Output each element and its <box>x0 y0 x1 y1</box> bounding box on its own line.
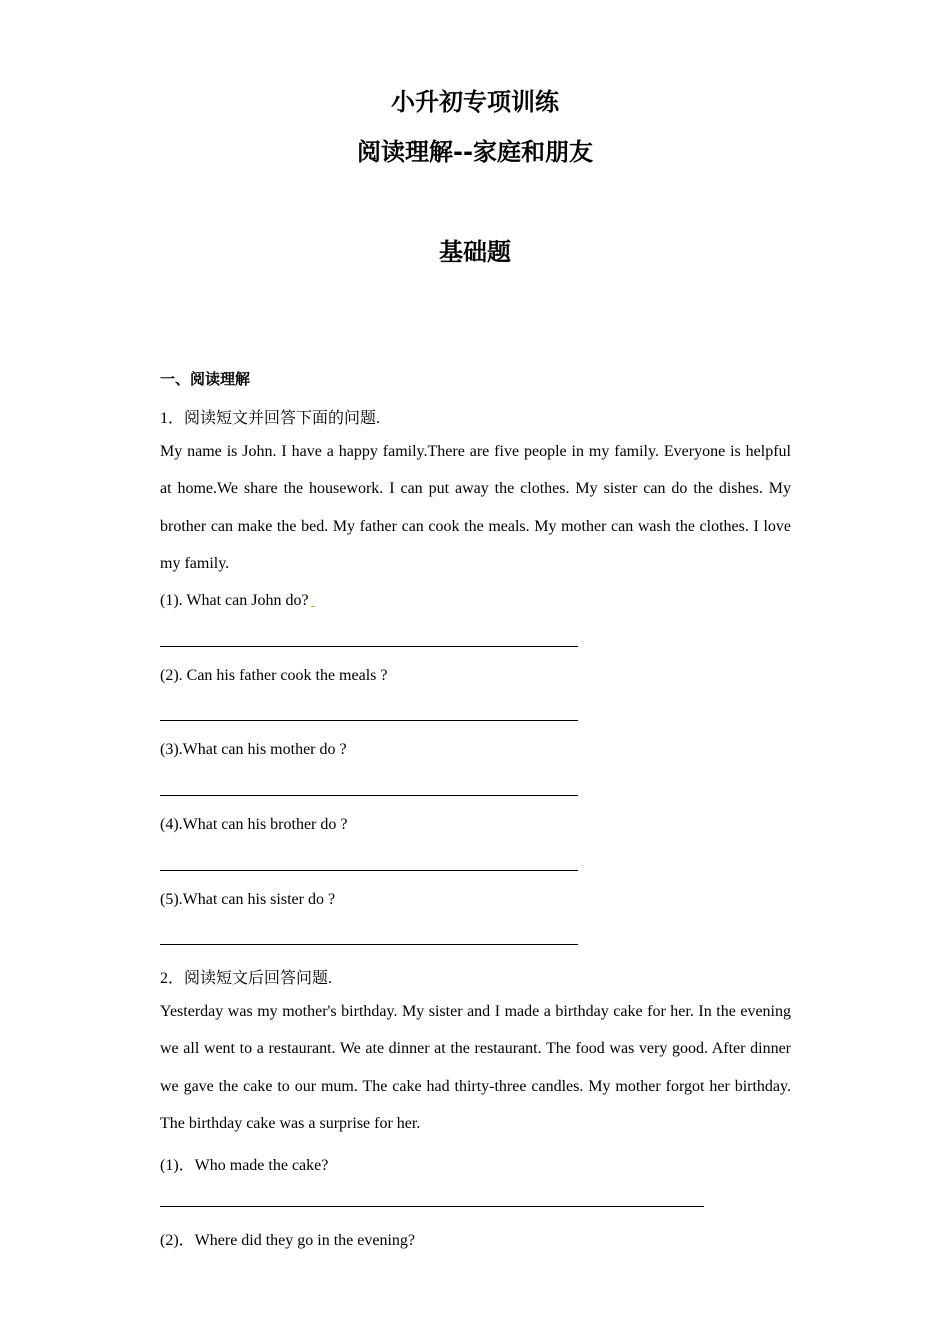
difficulty-heading: 基础题 <box>439 238 511 266</box>
document-subtitle: 阅读理解--家庭和朋友 <box>357 138 593 166</box>
q2-passage: Yesterday was my mother's birthday. My sister and I made a birthday cake for her. In the evening we all went to a restaurant. We ate dinner at the restaurant. The food was very good. After dinner we gave the cake to our mum. The cake had thirty-three candles. My mother forgot her birthday. The birthday cake was a surprise for her. <box>160 1003 791 1133</box>
q1-answer-line-5[interactable] <box>160 944 578 945</box>
q1-question-2: (2). Can his father cook the meals ? <box>160 667 388 684</box>
q2-question-2: (2)．Where did they go in the evening? <box>160 1232 416 1249</box>
q1-question-5: (5).What can his sister do ? <box>160 891 336 908</box>
q1-question-1-text: (1). What can John do? <box>160 592 309 609</box>
q2-answer-line-1[interactable] <box>160 1206 704 1207</box>
q1-answer-line-2[interactable] <box>160 720 578 721</box>
edit-mark <box>311 605 315 607</box>
q1-question-4: (4).What can his brother do ? <box>160 816 348 833</box>
q1-instruction: 1．阅读短文并回答下面的问题. <box>160 410 381 427</box>
q1-answer-line-3[interactable] <box>160 795 578 796</box>
q1-answer-line-4[interactable] <box>160 870 578 871</box>
q1-passage: My name is John. I have a happy family.There are five people in my family. Everyone is helpful at home.We share the housework. I can put away the clothes. My sister can do the dishes. My brother can make the bed. My father can cook the meals. My mother can wash the clothes. I love my family. <box>160 443 791 573</box>
q1-question-3: (3).What can his mother do ? <box>160 741 347 758</box>
document-title: 小升初专项训练 <box>391 88 559 116</box>
q2-question-1: (1)．Who made the cake? <box>160 1157 329 1174</box>
q2-instruction: 2．阅读短文后回答问题. <box>160 970 333 987</box>
q1-answer-line-1[interactable] <box>160 646 578 647</box>
q1-question-1 <box>160 592 315 610</box>
section-heading: 一、阅读理解 <box>160 370 251 388</box>
